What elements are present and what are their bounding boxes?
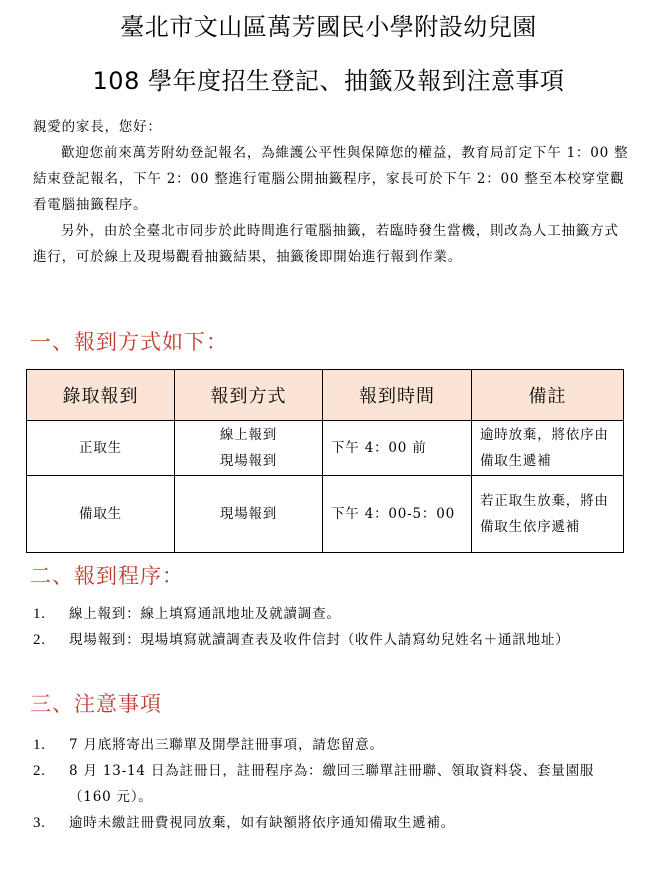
table-cell-note: 逾時放棄，將依序由備取生遞補 bbox=[472, 421, 624, 476]
table-header-cell: 備註 bbox=[472, 370, 624, 421]
intro-paragraph-1: 歡迎您前來萬芳附幼登記報名，為維護公平性與保障您的權益，教育局訂定下午 1：00 整結束登記報名，下午 2：00 整進行電腦公開抽籤程序，家長可於下午 2：00 整至本校穿堂觀看電腦抽籤程序。 bbox=[33, 145, 629, 213]
list-item-text: 逾時未繳註冊費視同放棄，如有缺額將依序通知備取生遞補。 bbox=[69, 815, 456, 831]
procedure-list bbox=[33, 601, 629, 653]
list-item-text: 線上報到：線上填寫通訊地址及就讀調查。 bbox=[69, 606, 341, 622]
section-title-registration-method: 一、報到方式如下： bbox=[30, 330, 228, 354]
list-item-number: 3. bbox=[33, 815, 46, 831]
list-item-number: 1. bbox=[33, 606, 46, 622]
list-item-number: 2. bbox=[33, 763, 46, 779]
section-title-registration-procedure: 二、報到程序： bbox=[30, 564, 184, 588]
document-title-line1: 臺北市文山區萬芳國民小學附設幼兒園 bbox=[120, 13, 537, 41]
method-line: 現場報到 bbox=[219, 506, 278, 522]
greeting: 親愛的家長，您好： bbox=[33, 119, 162, 135]
list-item bbox=[33, 758, 629, 810]
list-item-text: 現場報到：現場填寫就讀調查表及收件信封（收件人請寫幼兒姓名＋通訊地址） bbox=[69, 632, 570, 648]
table-header-row bbox=[27, 370, 624, 421]
table-cell-method bbox=[175, 421, 323, 476]
table-row bbox=[27, 476, 624, 553]
table-cell-type: 正取生 bbox=[27, 421, 175, 476]
notes-list bbox=[33, 732, 629, 836]
method-line: 線上報到 bbox=[219, 427, 278, 443]
list-item-number: 1. bbox=[33, 737, 46, 753]
list-item-number: 2. bbox=[33, 632, 46, 648]
table-cell-note: 若正取生放棄，將由備取生依序遞補 bbox=[472, 476, 624, 553]
list-item bbox=[33, 627, 629, 653]
table-header-cell: 報到時間 bbox=[323, 370, 472, 421]
registration-table bbox=[26, 369, 624, 553]
list-item bbox=[33, 732, 629, 758]
list-item bbox=[33, 601, 629, 627]
table-header-cell: 報到方式 bbox=[175, 370, 323, 421]
method-line: 現場報到 bbox=[219, 453, 278, 469]
document-title-line2: 108 學年度招生登記、抽籤及報到注意事項 bbox=[92, 67, 565, 95]
list-item-text: 8 月 13-14 日為註冊日，註冊程序為：繳回三聯單註冊聯、領取資料袋、套量園服（160 元）。 bbox=[69, 763, 595, 805]
table-cell-time: 下午 4：00-5：00 bbox=[323, 476, 472, 553]
table-cell-time: 下午 4：00 前 bbox=[323, 421, 472, 476]
section-title-notes: 三、注意事項 bbox=[30, 692, 162, 716]
table-cell-method bbox=[175, 476, 323, 553]
table-header-cell: 錄取報到 bbox=[27, 370, 175, 421]
table-row bbox=[27, 421, 624, 476]
table-cell-type: 備取生 bbox=[27, 476, 175, 553]
list-item-text: 7 月底將寄出三聯單及開學註冊事項，請您留意。 bbox=[69, 737, 384, 753]
list-item bbox=[33, 810, 629, 836]
intro-paragraph-2: 另外，由於全臺北市同步於此時間進行電腦抽籤，若臨時發生當機，則改為人工抽籤方式進行，可於線上及現場觀看抽籤結果，抽籤後即開始進行報到作業。 bbox=[33, 223, 619, 265]
